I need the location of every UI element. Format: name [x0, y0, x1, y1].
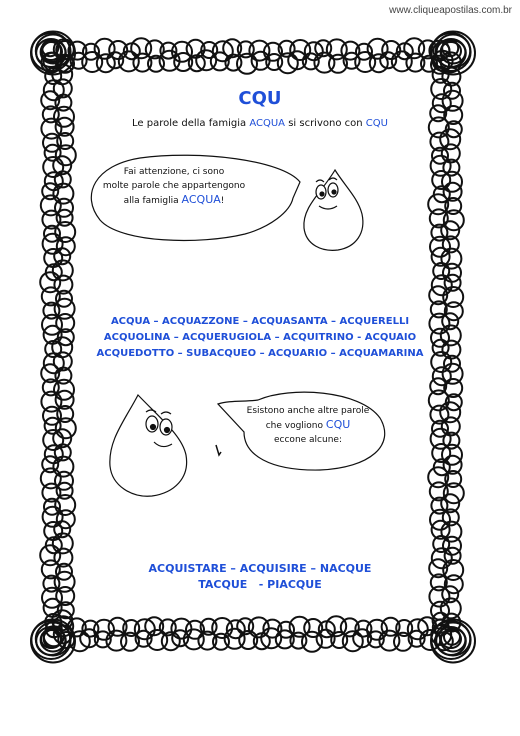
- border-ring: [305, 42, 323, 60]
- page-title: CQU: [238, 88, 282, 109]
- subtitle-text-middle: si scrivono con: [285, 118, 366, 129]
- bubble-2-line-3: eccone alcune:: [274, 435, 342, 445]
- bubble-1-line-3: alla famiglia: [123, 196, 182, 206]
- border-ring: [367, 620, 387, 640]
- subtitle-text: Le parole della famigia: [132, 118, 250, 129]
- word-list-2-line: ACQUISTARE – ACQUISIRE – NACQUE: [148, 562, 372, 575]
- bubble-2-highlight: CQU: [325, 418, 351, 431]
- bubble-2-line-2: che vogliono: [265, 421, 326, 431]
- border-ring: [94, 620, 114, 640]
- bubble-2-line-1: Esistono anche altre parole: [246, 406, 370, 416]
- bubble-1-line-1: Fai attenzione, ci sono: [123, 167, 225, 177]
- word-list-1-line: ACQUA – ACQUAZZONE – ACQUASANTA – ACQUERELLI: [110, 316, 410, 327]
- word-list-2: [0, 561, 520, 593]
- word-list-1-line: ACQUEDOTTO – SUBACQUEO – ACQUARIO – ACQUAMARINA: [96, 348, 424, 359]
- subtitle: [0, 118, 520, 129]
- subtitle-highlight-2: CQU: [365, 118, 388, 129]
- bubble-1-text: [88, 165, 260, 208]
- site-url: www.cliqueapostilas.com.br: [389, 5, 512, 16]
- word-list-1: [0, 314, 520, 362]
- bubble-1-line-3-end: !: [220, 196, 225, 206]
- bubble-1-line-2: molte parole che appartengono: [102, 181, 246, 191]
- water-drop-character-icon: [304, 170, 363, 250]
- bubble-2-text: [246, 404, 370, 447]
- border-ring: [433, 367, 451, 385]
- tick-mark: [216, 445, 221, 455]
- subtitle-highlight: ACQUA: [249, 118, 286, 129]
- word-list-1-line: ACQUOLINA – ACQUERUGIOLA – ACQUITRINO - ACQUAIO: [103, 332, 417, 343]
- word-list-2-line: TACQUE - PIACQUE: [198, 578, 322, 591]
- bubble-1-highlight: ACQUA: [181, 193, 221, 206]
- water-drop-character-icon: [110, 395, 187, 496]
